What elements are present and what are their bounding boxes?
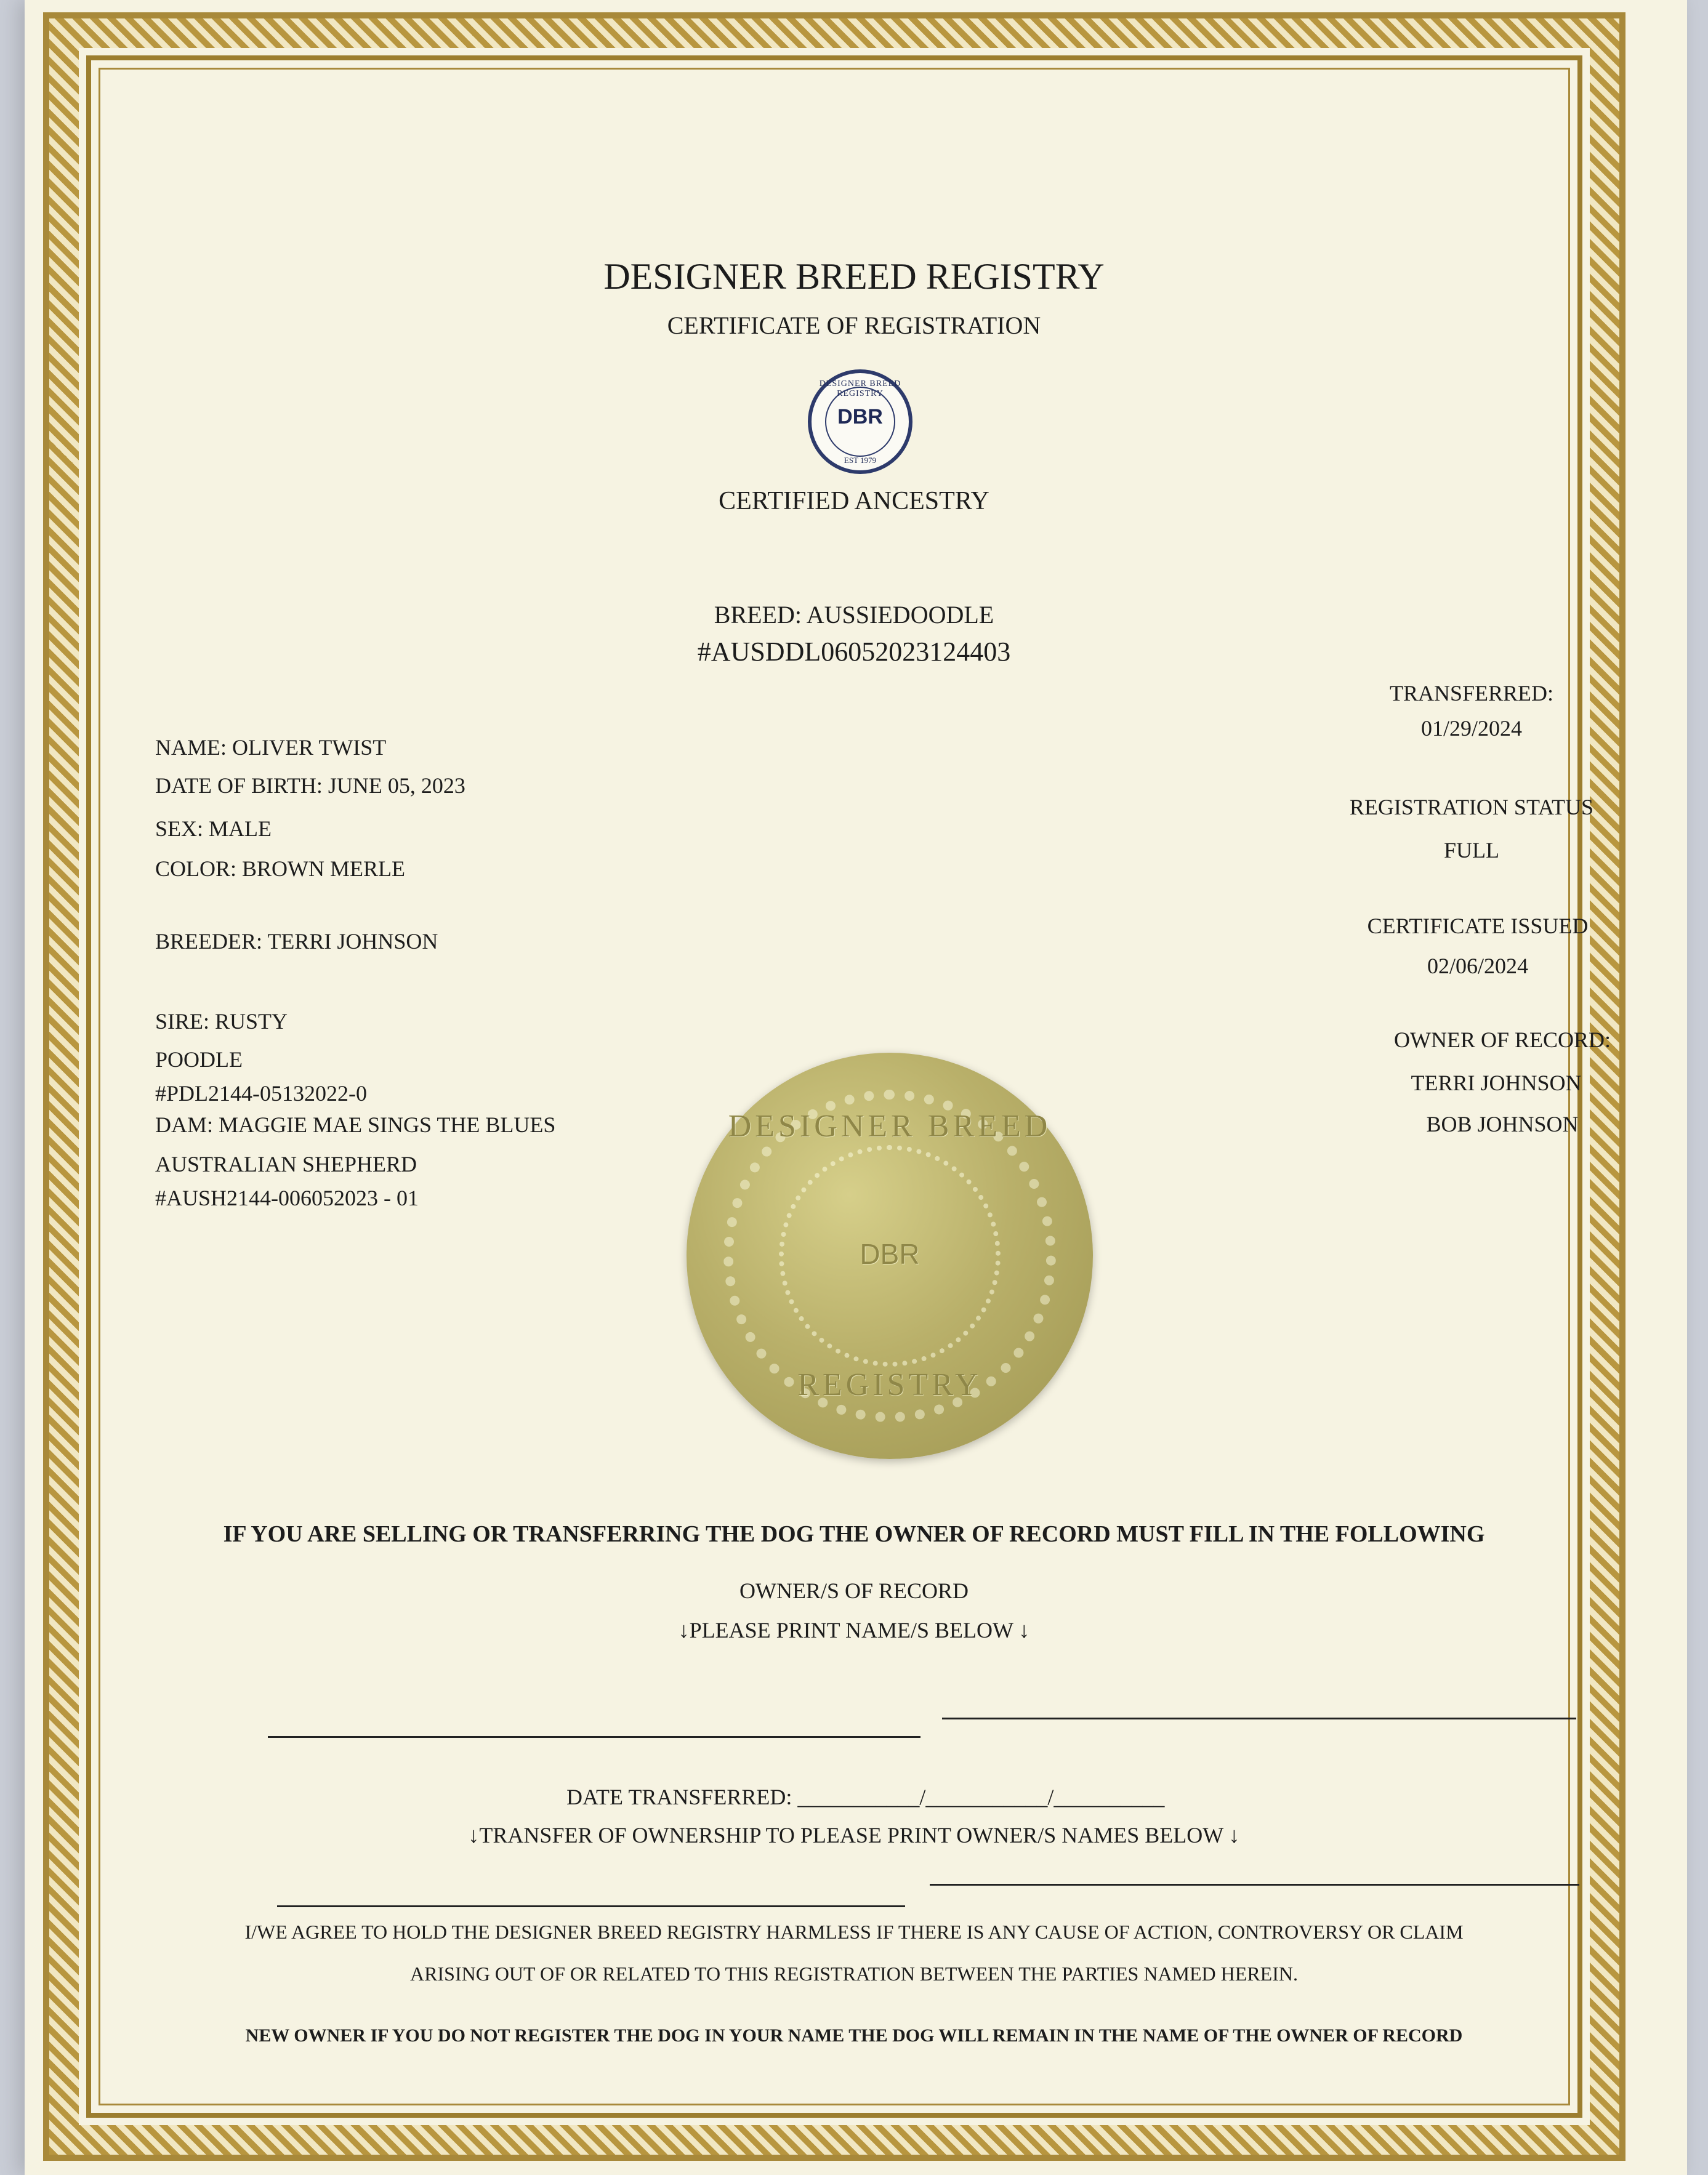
dbr-logo-icon (808, 369, 912, 474)
owners-of-record-heading: OWNER/S OF RECORD (739, 1578, 969, 1603)
gold-embossed-seal (687, 1053, 1093, 1459)
sire: SIRE: RUSTY (155, 1009, 288, 1034)
transfer-notice: IF YOU ARE SELLING OR TRANSFERRING THE DOG THE OWNER OF RECORD MUST FILL IN THE FOLLOWING (223, 1521, 1485, 1547)
registration-status-label: REGISTRATION STATUS (1349, 795, 1594, 819)
logo-est: EST 1979 (844, 456, 877, 465)
registration-number: #AUSDDL06052023124403 (697, 637, 1011, 667)
owner-name-line-1[interactable] (268, 1736, 920, 1738)
agreement-line-1: I/WE AGREE TO HOLD THE DESIGNER BREED REGISTRY HARMLESS IF THERE IS ANY CAUSE OF ACTION, CONTROVERSY OR CLAIM (244, 1921, 1464, 1943)
seal-center-text: DBR (860, 1238, 920, 1270)
seal-arc-top-text: DESIGNER BREED (728, 1109, 1052, 1144)
certificate-issued-date: 02/06/2024 (1427, 954, 1528, 978)
dog-sex: SEX: MALE (155, 816, 272, 841)
please-print-instruction: ↓PLEASE PRINT NAME/S BELOW ↓ (678, 1618, 1030, 1642)
logo-text: DBR (837, 405, 883, 428)
sire-breed: POODLE (155, 1047, 243, 1072)
transfer-of-ownership-heading: ↓TRANSFER OF OWNERSHIP TO PLEASE PRINT OWNER/S NAMES BELOW ↓ (468, 1823, 1240, 1847)
transferred-date: 01/29/2024 (1420, 716, 1522, 741)
registry-title: DESIGNER BREED REGISTRY (603, 256, 1105, 297)
sire-number: #PDL2144-05132022-0 (155, 1081, 367, 1106)
registration-status-value: FULL (1444, 838, 1499, 862)
dog-dob: DATE OF BIRTH: JUNE 05, 2023 (155, 773, 465, 798)
certificate-subtitle: CERTIFICATE OF REGISTRATION (667, 312, 1041, 339)
transferred-label: TRANSFERRED: (1389, 681, 1554, 706)
owner-1: TERRI JOHNSON (1411, 1071, 1582, 1095)
breed-line: BREED: AUSSIEDOODLE (714, 601, 994, 629)
owner-name-line-2[interactable] (942, 1718, 1576, 1719)
dog-name: NAME: OLIVER TWIST (155, 735, 387, 760)
breeder: BREEDER: TERRI JOHNSON (155, 929, 438, 954)
owner-2: BOB JOHNSON (1426, 1112, 1579, 1136)
certificate-issued-label: CERTIFICATE ISSUED (1367, 914, 1589, 938)
date-transferred-field[interactable]: DATE TRANSFERRED: ___________/___________/__________ (566, 1785, 1165, 1809)
seal-arc-bottom-text: REGISTRY (797, 1367, 982, 1402)
dam-number: #AUSH2144-006052023 - 01 (155, 1186, 419, 1210)
new-owner-notice: NEW OWNER IF YOU DO NOT REGISTER THE DOG IN YOUR NAME THE DOG WILL REMAIN IN THE NAME OF THE OWNER OF RECORD (245, 2025, 1463, 2046)
certified-ancestry: CERTIFIED ANCESTRY (719, 487, 989, 515)
owner-of-record-label: OWNER OF RECORD: (1393, 1027, 1611, 1052)
dam: DAM: MAGGIE MAE SINGS THE BLUES (155, 1112, 556, 1137)
dam-breed: AUSTRALIAN SHEPHERD (155, 1152, 417, 1176)
dog-color: COLOR: BROWN MERLE (155, 856, 406, 881)
agreement-line-2: ARISING OUT OF OR RELATED TO THIS REGISTRATION BETWEEN THE PARTIES NAMED HEREIN. (410, 1963, 1298, 1985)
new-owner-name-line-1[interactable] (277, 1905, 905, 1907)
new-owner-name-line-2[interactable] (930, 1884, 1579, 1886)
logo-ring-text: DESIGNER BREED REGISTRY (819, 379, 901, 398)
